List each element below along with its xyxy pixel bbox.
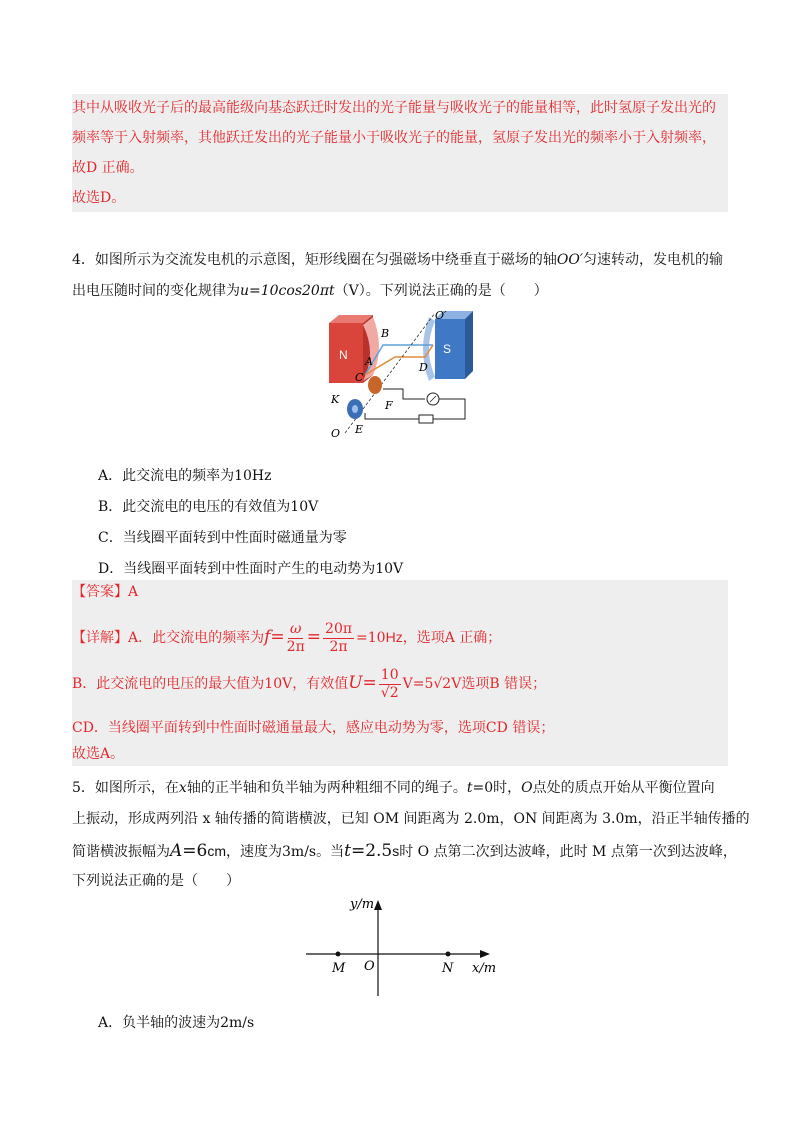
q4-axis: OO′ [556, 252, 584, 268]
q5-o: O [521, 780, 533, 796]
generator-figure [325, 305, 475, 445]
frac1-den: 2π [286, 638, 305, 655]
label-c: C [355, 371, 364, 384]
detail-b-suffix: 选项B 错误； [461, 676, 547, 692]
prev-answer-line-4: 故选D。 [72, 190, 126, 206]
label-d: D [419, 361, 428, 374]
q5-t-unit: s [392, 843, 400, 859]
q5-text-3a: 简谐横波振幅为 [72, 844, 170, 860]
q4-stem-text: 4．如图所示为交流发电机的示意图，矩形线圈在匀强磁场中绕垂直于磁场的轴 [72, 252, 557, 268]
frac2-num: 20π [325, 620, 353, 637]
detail-b-u: U [348, 673, 363, 693]
q5-stem-line-3 [72, 840, 737, 863]
label-n: N [442, 961, 454, 976]
q5-x: x [178, 780, 187, 796]
detail-b-root: √2 [433, 676, 452, 692]
q4-answer-block [72, 580, 728, 766]
magnet-s-label: S [443, 342, 452, 356]
label-k: K [331, 393, 340, 406]
label-a: A [365, 355, 373, 368]
q5-A-val: =6 [182, 841, 208, 861]
label-b: B [381, 327, 390, 340]
detail-a-unit: Hz [385, 629, 403, 645]
q5-t: t [466, 780, 473, 796]
q4-stem-text-3: （V）。下列说法正确的是（ ） [334, 283, 548, 299]
fracb-num: 10 [380, 666, 399, 683]
point-m [336, 952, 341, 957]
q4-stem-line-1 [72, 250, 723, 270]
q4-stem-line-2 [72, 281, 548, 301]
q4-conclusion: 故选A。 [72, 746, 125, 762]
detail-b-mid: V=5 [402, 676, 434, 692]
q5-t2: t [344, 841, 351, 861]
q4-option-d: D．当线圈平面转到中性面时产生的电动势为10V [98, 561, 404, 577]
q4-option-a: A．此交流电的频率为10Hz [98, 468, 272, 484]
q4-option-b: B．此交流电的电压的有效值为10V [98, 499, 319, 515]
detail-a-frac-2 [323, 621, 354, 656]
y-axis-label: y/m [350, 897, 375, 912]
q4-formula: u=10cos20πt [240, 283, 335, 299]
q4-answer: 【答案】A [72, 584, 139, 600]
q4-detail-b: B．此交流电的电压的最大值为10V，有效值U= $\frac{10}{√2}$ V=5√2V选项B 错误； [72, 666, 547, 701]
q4-stem-end: 匀速转动，发电机的输 [583, 252, 724, 268]
detail-b-frac [379, 667, 401, 702]
q5-A: A [170, 841, 183, 861]
q4-detail-a: 【详解】A．此交流电的频率为f= $\frac{\omega}{2\pi}$ = $\frac{20\pi}{2\pi}$ =10Hz，选项A 正确； [72, 620, 502, 655]
label-o-prime: O′ [435, 309, 447, 322]
q5-text-d: 点处的质点开始从平衡位置向 [532, 780, 715, 796]
label-m: M [332, 961, 346, 976]
q5-stem-line-4: 下列说法正确的是（ ） [72, 873, 240, 889]
detail-b-prefix: B．此交流电的电压的最大值为10V，有效值 [72, 676, 349, 692]
fracb-den: √2 [380, 684, 399, 701]
detail-a-prefix: 【详解】A．此交流电的频率为 [72, 630, 265, 646]
x-axis-label: x/m [472, 961, 497, 976]
label-e: E [355, 423, 364, 436]
label-f: F [385, 399, 393, 412]
q5-stem-line-1 [72, 778, 715, 798]
slip-ring-1 [368, 376, 382, 394]
q5-t-val: =2.5 [350, 841, 393, 861]
prev-answer-block [72, 94, 728, 212]
label-o: O [331, 427, 341, 440]
resistor-icon [419, 415, 433, 423]
detail-a-suffix: ，选项A 正确； [402, 630, 502, 646]
q5-text-c: =0时， [472, 780, 522, 796]
q5-text-b: 轴的正半轴和负半轴为两种粗细不同的绳子。 [186, 780, 467, 796]
magnet-n-label: N [339, 348, 348, 362]
q5-stem-line-2: 上振动，形成两列沿 x 轴传播的简谐横波，已知 OM 间距离为 2.0m，ON 间距离为 3.0m，沿正半轴传播的 [72, 811, 750, 827]
q5-text-3c: 时 O 点第二次到达波峰，此时 M 点第一次到达波峰， [399, 844, 737, 860]
q4-stem-text-2: 出电压随时间的变化规律为 [72, 283, 240, 299]
label-origin: O [364, 959, 375, 974]
q5-A-unit: cm [207, 843, 227, 859]
q5-option-a: A．负半轴的波速为2m/s [98, 1015, 255, 1031]
detail-b-unit: V [451, 676, 462, 692]
q4-option-c: C．当线圈平面转到中性面时磁通量为零 [98, 530, 347, 546]
detail-a-val: =10 [356, 630, 386, 646]
point-n [446, 952, 451, 957]
q4-detail-cd: CD．当线圈平面转到中性面时磁通量最大，感应电动势为零，选项CD 错误； [72, 720, 555, 736]
prev-answer-line-3: 故D 正确。 [72, 160, 144, 176]
frac1-num: ω [290, 620, 302, 637]
detail-a-f: f [264, 627, 271, 647]
q5-text-a: 5．如图所示，在 [72, 780, 179, 796]
detail-a-frac-1 [287, 621, 305, 656]
prev-answer-line-2: 频率等于入射频率，其他跃迁发出的光子能量小于吸收光子的能量，氢原子发出光的频率小于入射频率， [72, 130, 716, 146]
q5-text-3b: ，速度为3m/s。当 [226, 844, 345, 860]
q5-axes-figure [300, 892, 510, 1002]
frac2-den: 2π [329, 638, 348, 655]
prev-answer-line-1: 其中从吸收光子后的最高能级向基态跃迁时发出的光子能量与吸收光子的能量相等，此时氢原子发出光的 [72, 100, 716, 116]
